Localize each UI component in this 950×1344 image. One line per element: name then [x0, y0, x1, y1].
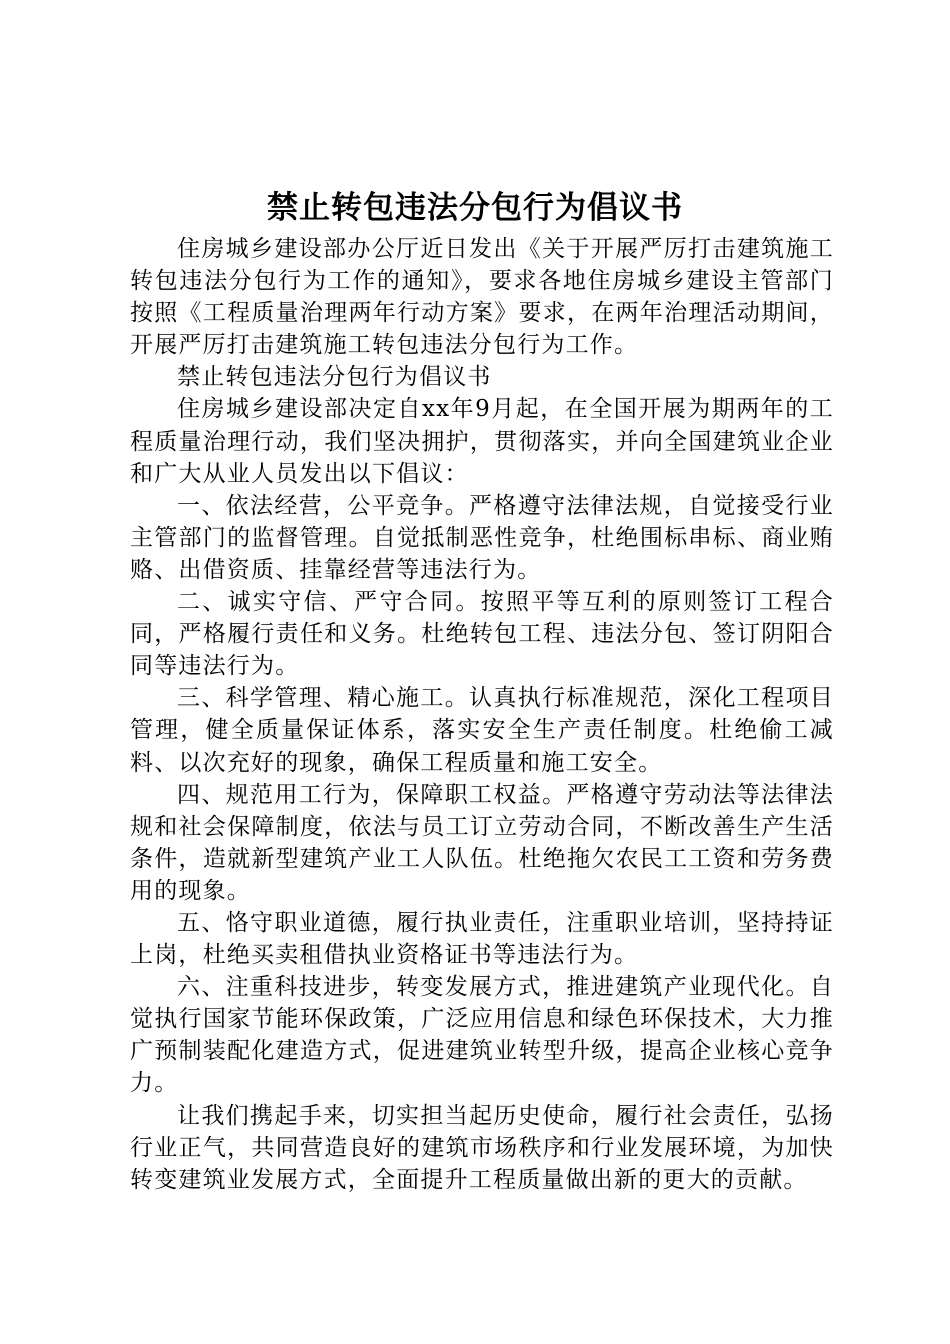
paragraph-item-4: 四、规范用工行为，保障职工权益。严格遵守劳动法等法律法规和社会保障制度，依法与员工订立劳动合同，不断改善生产生活条件，造就新型建筑产业工人队伍。杜绝拖欠农民工工资和劳务费用的现象。	[130, 781, 834, 904]
paragraph-item-5: 五、恪守职业道德，履行执业责任，注重职业培训，坚持持证上岗，杜绝买卖租借执业资格证书等违法行为。	[130, 909, 834, 969]
paragraph-closing: 让我们携起手来，切实担当起历史使命，履行社会责任，弘扬行业正气，共同营造良好的建筑市场秩序和行业发展环境，为加快转变建筑业发展方式，全面提升工程质量做出新的更大的贡献。	[130, 1102, 834, 1193]
paragraph-preamble: 住房城乡建设部决定自xx年9月起，在全国开展为期两年的工程质量治理行动，我们坚决拥护，贯彻落实，并向全国建筑业企业和广大从业人员发出以下倡议：	[130, 396, 834, 487]
paragraph-item-6: 六、注重科技进步，转变发展方式，推进建筑产业现代化。自觉执行国家节能环保政策，广泛应用信息和绿色环保技术，大力推广预制装配化建造方式，促进建筑业转型升级，提高企业核心竞争力。	[130, 974, 834, 1097]
paragraph-intro: 住房城乡建设部办公厅近日发出《关于开展严厉打击建筑施工转包违法分包行为工作的通知》，要求各地住房城乡建设主管部门按照《工程质量治理两年行动方案》要求，在两年治理活动期间，开展严厉打击建筑施工转包违法分包行为工作。	[130, 236, 834, 359]
paragraph-item-2: 二、诚实守信、严守合同。按照平等互利的原则签订工程合同，严格履行责任和义务。杜绝转包工程、违法分包、签订阴阳合同等违法行为。	[130, 589, 834, 680]
paragraph-item-3: 三、科学管理、精心施工。认真执行标准规范，深化工程项目管理，健全质量保证体系，落实安全生产责任制度。杜绝偷工减料、以次充好的现象，确保工程质量和施工安全。	[130, 685, 834, 776]
document-body	[130, 233, 834, 1196]
paragraph-item-1: 一、依法经营，公平竞争。严格遵守法律法规，自觉接受行业主管部门的监督管理。自觉抵制恶性竞争，杜绝围标串标、商业贿赂、出借资质、挂靠经营等违法行为。	[130, 492, 834, 583]
document-title: 禁止转包违法分包行为倡议书	[267, 190, 683, 226]
paragraph-subtitle: 禁止转包违法分包行为倡议书	[177, 364, 492, 391]
